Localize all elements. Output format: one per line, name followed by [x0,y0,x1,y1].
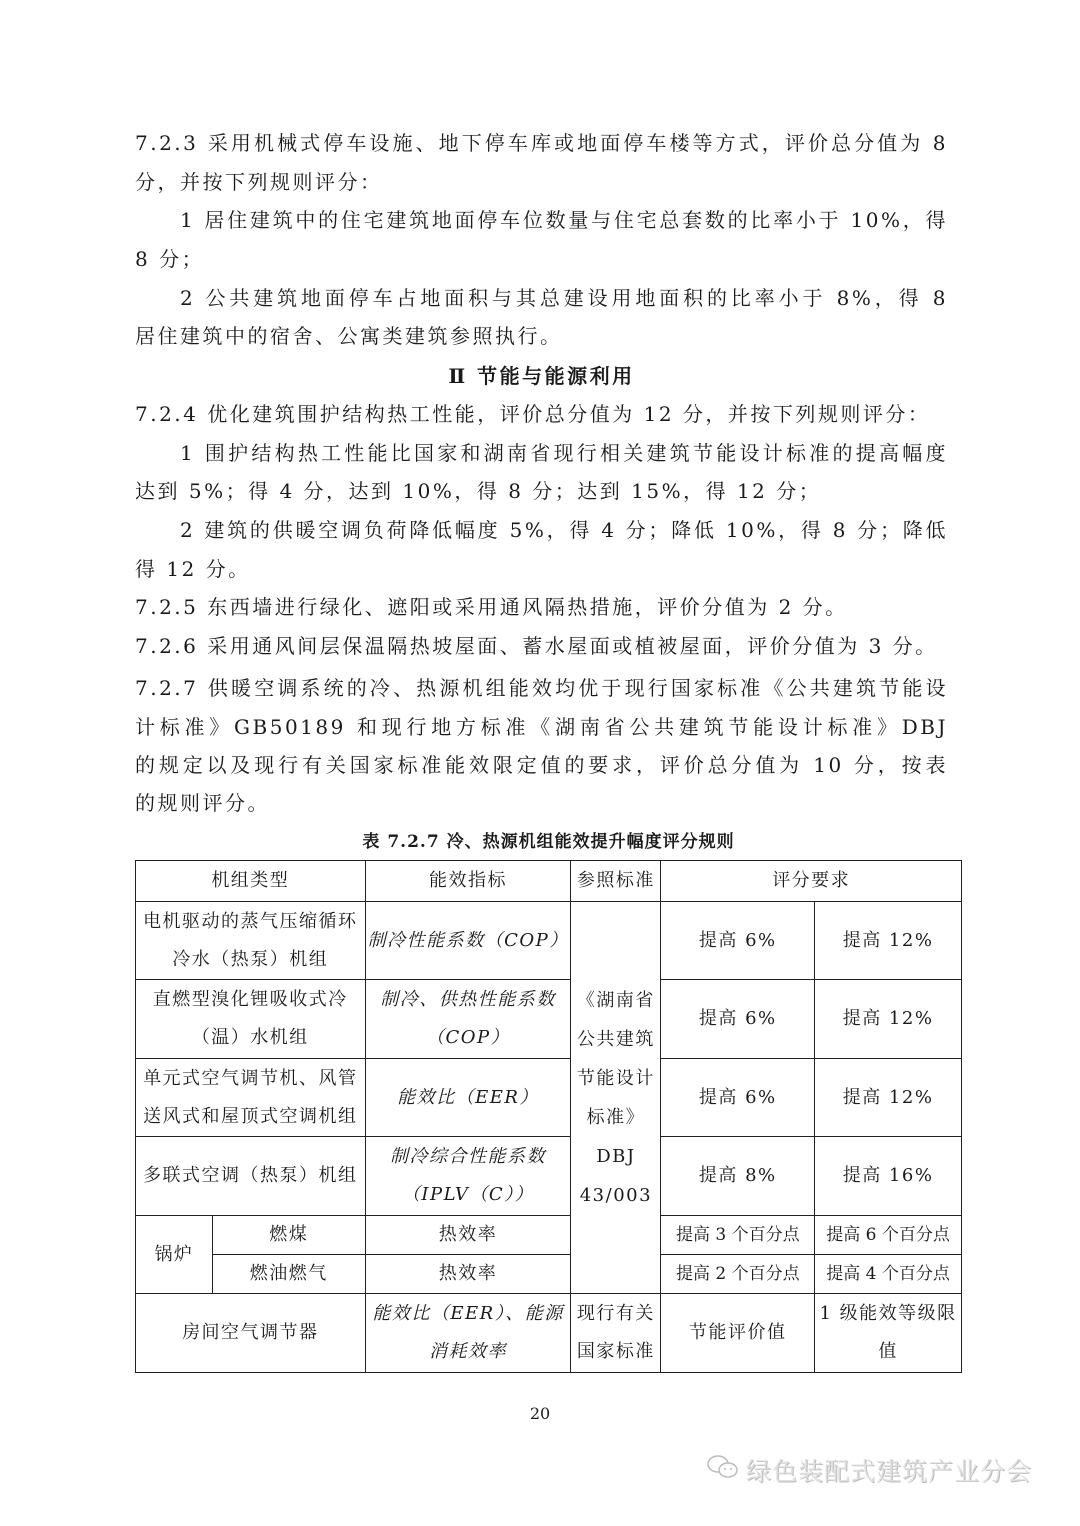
table-row [136,1216,962,1255]
unit-type-cell: 电机驱动的蒸气压缩循环冷水（热泵）机组 [136,902,366,980]
header-cell: 能效指标 [365,861,571,902]
header-cell: 机组类型 [136,861,366,902]
table-row [136,902,962,980]
score-cell: 提高 6% [661,980,815,1059]
header-cell: 评分要求 [661,861,962,902]
watermark [706,1452,1032,1488]
table-row [136,1059,962,1137]
section-heading: Ⅱ 节能与能源利用 [448,364,635,388]
text-line: 1 围护结构热工性能比国家和湖南省现行相关建筑节能设计标准的提高幅度 [180,441,948,465]
text-line: 7.2.3 采用机械式停车设施、地下停车库或地面停车楼等方式，评价总分值为 8 [135,131,948,155]
efficiency-index-cell: 热效率 [365,1255,571,1294]
text-line: 7.2.4 优化建筑围护结构热工性能，评价总分值为 12 分，并按下列规则评分： [135,402,931,426]
score-cell: 1 级能效等级限值 [815,1294,962,1373]
efficiency-index-cell: 热效率 [365,1216,571,1255]
score-cell: 提高 6% [661,1059,815,1137]
unit-type-cell: 单元式空气调节机、风管送风式和屋顶式空调机组 [136,1059,366,1137]
efficiency-index-cell: 制冷综合性能系数（IPLV（C）） [365,1137,571,1216]
score-cell: 节能评价值 [661,1294,815,1373]
text-line: 2 公共建筑地面停车占地面积与其总建设用地面积的比率小于 8%，得 8 [180,286,948,310]
text-line: 7.2.5 东西墙进行绿化、遮阳或采用通风隔热措施，评价分值为 2 分。 [135,595,848,619]
text-line: 得 12 分。 [135,557,251,581]
text-line: 8 分； [135,247,205,271]
efficiency-index-cell: 制冷、供热性能系数（COP） [365,980,571,1059]
text-line: 达到 5%；得 4 分，达到 10%，得 8 分；达到 15%，得 12 分； [135,479,822,503]
text-line: 的规定以及现行有关国家标准能效限定值的要求，评价总分值为 10 分，按表 [135,753,948,777]
text-line: 的规则评分。 [135,791,270,815]
score-cell: 提高 6% [661,902,815,980]
text-line: 1 居住建筑中的住宅建筑地面停车位数量与住宅总套数的比率小于 10%，得 [180,208,948,232]
table-header-row [136,861,962,902]
table-caption: 表 7.2.7 冷、热源机组能效提升幅度评分规则 [362,832,735,852]
efficiency-index-cell: 能效比（EER）、能源消耗效率 [365,1294,571,1373]
score-cell: 提高 12% [815,980,962,1059]
score-cell: 提高 2 个百分点 [661,1255,815,1294]
text-line: 2 建筑的供暖空调负荷降低幅度 5%，得 4 分；降低 10%，得 8 分；降低 [180,518,948,542]
reference-standard-cell: 《湖南省公共建筑节能设计标准》DBJ 43/003 [571,902,661,1294]
text-line: 7.2.6 采用通风间层保温隔热坡屋面、蓄水屋面或植被屋面，评价分值为 3 分。 [135,634,938,658]
boiler-label-cell: 锅炉 [136,1216,213,1294]
efficiency-index-cell: 制冷性能系数（COP） [365,902,571,980]
text-line: 分，并按下列规则评分： [135,170,383,194]
text-line: 计标准》GB50189 和现行地方标准《湖南省公共建筑节能设计标准》DBJ [135,715,948,739]
text-line: 7.2.7 供暖空调系统的冷、热源机组能效均优于现行国家标准《公共建筑节能设 [135,676,948,700]
table-row [136,1255,962,1294]
unit-type-cell: 多联式空调（热泵）机组 [136,1137,366,1216]
wechat-icon [706,1453,740,1487]
table-row [136,1294,962,1373]
watermark-text: 绿色装配式建筑产业分会 [746,1457,1033,1486]
header-cell: 参照标准 [571,861,661,902]
fuel-cell: 燃油燃气 [212,1255,365,1294]
score-cell: 提高 12% [815,1059,962,1137]
page-number: 20 [529,1404,551,1423]
table-row [136,1137,962,1216]
unit-type-cell: 房间空气调节器 [136,1294,366,1373]
unit-type-cell: 直燃型溴化锂吸收式冷（温）水机组 [136,980,366,1059]
score-cell: 提高 4 个百分点 [815,1255,962,1294]
score-cell: 提高 3 个百分点 [661,1216,815,1255]
text-line: 居住建筑中的宿舍、公寓类建筑参照执行。 [135,324,563,348]
reference-standard-cell: 现行有关国家标准 [571,1294,661,1373]
efficiency-index-cell: 能效比（EER） [365,1059,571,1137]
score-cell: 提高 8% [661,1137,815,1216]
fuel-cell: 燃煤 [212,1216,365,1255]
score-cell: 提高 6 个百分点 [815,1216,962,1255]
score-cell: 提高 12% [815,902,962,980]
scoring-table [135,860,962,1373]
score-cell: 提高 16% [815,1137,962,1216]
table-row [136,980,962,1059]
